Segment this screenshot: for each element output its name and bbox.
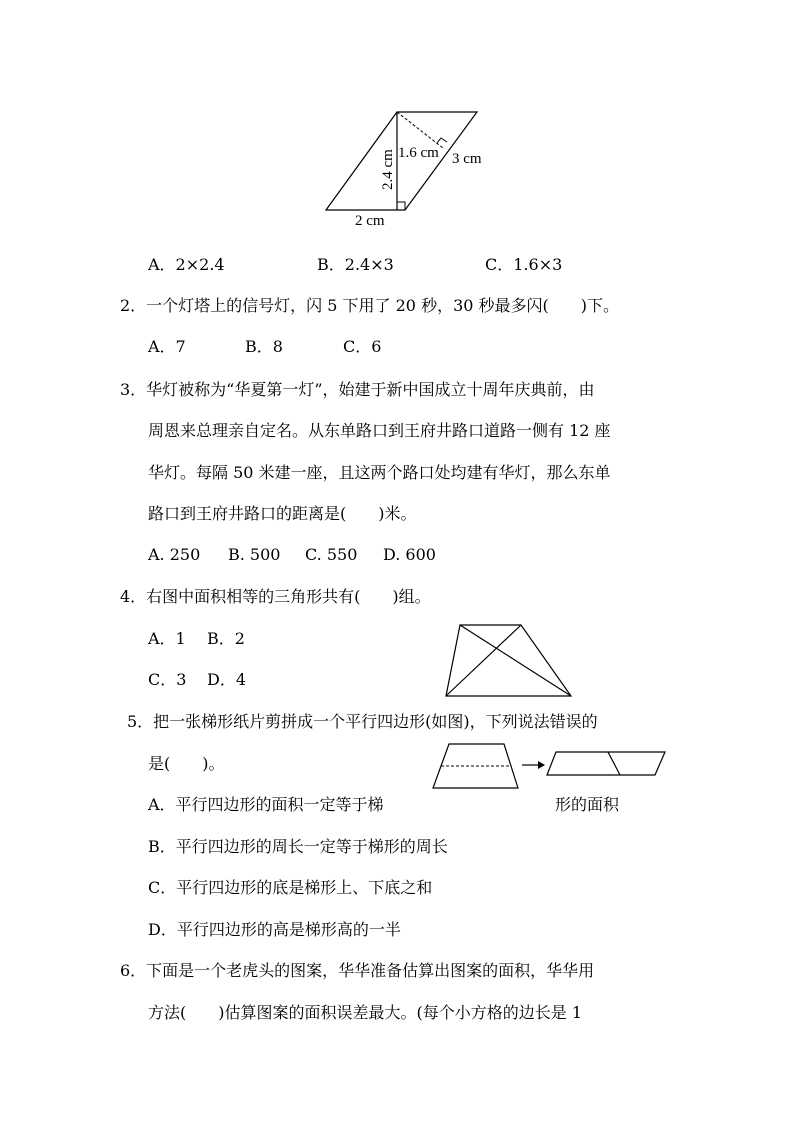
- parallelogram-result: [547, 752, 665, 775]
- q5-option-c: C．平行四边形的底是梯形上、下底之和: [148, 878, 433, 897]
- arrow-head: [538, 761, 545, 769]
- dashed-height-label: 1.6 cm: [398, 145, 439, 161]
- q4-option-d: D．4: [207, 670, 247, 689]
- q3-option-d: D. 600: [383, 545, 436, 564]
- q2-text: 2．一个灯塔上的信号灯，闪 5 下用了 20 秒，30 秒最多闪( )下。: [120, 296, 619, 315]
- trapezoid-paper: [433, 744, 518, 788]
- q3-line-1: 3．华灯被称为“华夏第一灯”，始建于新中国成立十周年庆典前，由: [120, 380, 595, 399]
- seam-line: [608, 752, 620, 775]
- q1-option-c: C．1.6×3: [485, 255, 563, 274]
- q5-option-b: B．平行四边形的周长一定等于梯形的周长: [148, 837, 448, 856]
- q5-option-a-right: 形的面积: [555, 795, 620, 814]
- q3-option-b: B. 500: [228, 545, 281, 564]
- q2-option-c: C．6: [343, 337, 382, 356]
- q3-line-2: 周恩来总理亲自定名。从东单路口到王府井路口道路一侧有 12 座: [148, 421, 611, 440]
- q3-option-c: C. 550: [305, 545, 358, 564]
- side-label: 3 cm: [452, 151, 482, 167]
- q3-option-a: A. 250: [148, 545, 201, 564]
- q4-option-b: B．2: [207, 629, 245, 648]
- q5-option-d: D．平行四边形的高是梯形高的一半: [148, 920, 401, 939]
- q5-line-2: 是( )。: [148, 754, 225, 773]
- q6-line-1: 6．下面是一个老虎头的图案，华华准备估算出图案的面积，华华用: [120, 961, 595, 980]
- q6-line-2: 方法( )估算图案的面积误差最大。(每个小方格的边长是 1: [148, 1003, 582, 1022]
- q4-text: 4．右图中面积相等的三角形共有( )组。: [120, 587, 431, 606]
- q2-option-a: A．7: [148, 337, 186, 356]
- q4-option-c: C．3: [148, 670, 187, 689]
- q5-line-1: 5．把一张梯形纸片剪拼成一个平行四边形(如图)，下列说法错误的: [127, 712, 598, 731]
- base-label: 2 cm: [355, 213, 385, 229]
- height-label: 2.4 cm: [380, 149, 396, 190]
- q1-option-b: B．2.4×3: [317, 255, 394, 274]
- q3-line-4: 路口到王府井路口的距离是( )米。: [148, 504, 417, 523]
- q5-option-a-left: A．平行四边形的面积一定等于梯: [148, 795, 384, 814]
- q1-option-a: A．2×2.4: [148, 255, 225, 274]
- q2-option-b: B．8: [245, 337, 283, 356]
- q4-option-a: A．1: [148, 629, 186, 648]
- q3-line-3: 华灯。每隔 50 米建一座，且这两个路口处均建有华灯，那么东单: [148, 463, 611, 482]
